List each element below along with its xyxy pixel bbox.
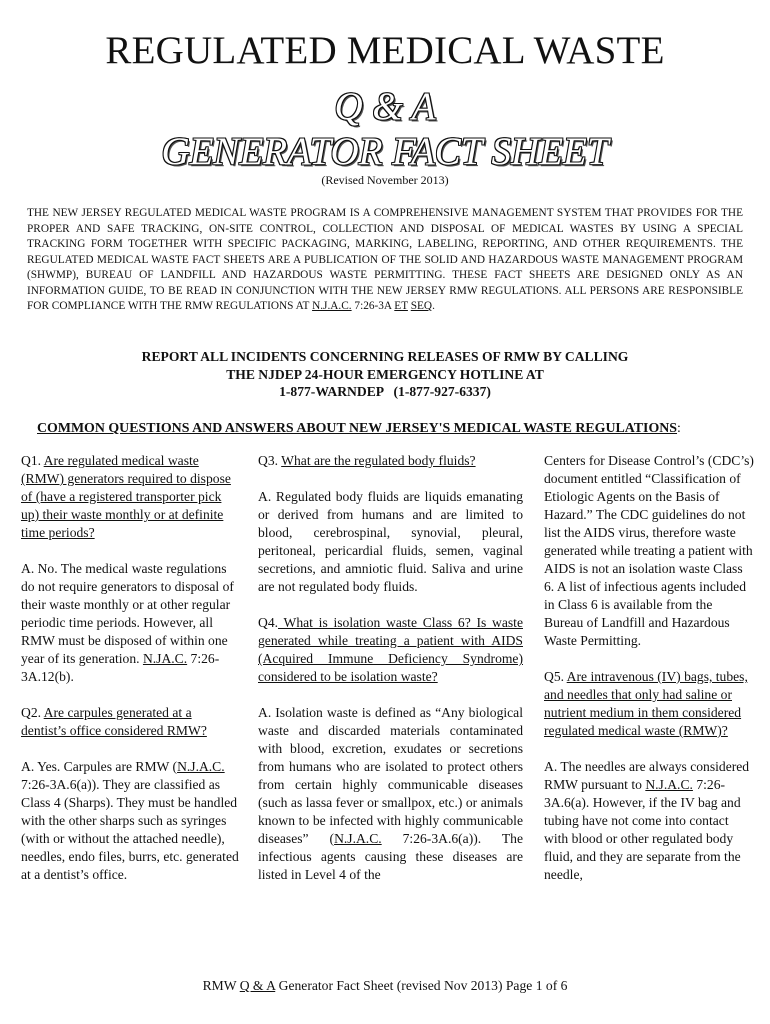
page-footer xyxy=(0,978,770,994)
question-3-text: What are the regulated body fluids? xyxy=(281,453,476,468)
revision-date: (Revised November 2013) xyxy=(321,173,449,187)
answer-1 xyxy=(21,560,239,686)
intro-citation: N.J.A.C. xyxy=(312,300,352,312)
answer-4-text: 7:26-3A.6(a)). The infectious agents causing these diseases are listed in Level 4 of the xyxy=(258,831,523,882)
answer-5-pre: A. The needles are always considered RMW pursuant to xyxy=(544,759,750,792)
answer-2-citation: N.J.A.C. xyxy=(177,759,225,774)
column-3 xyxy=(544,452,754,884)
question-4-text: What is isolation waste Class 6? Is waste generated while treating a patient with AIDS (Acquired Immune Deficiency Syndrome) considered to be isolation waste? xyxy=(258,615,523,684)
answer-4-pre: A. Isolation waste is defined as “Any biological waste and discarded materials contaminated with blood, excretion, exudates or secretions from humans who are isolated to protect others from certain highly communicable diseases (such as lassa fever or smallpox, etc.) or animals known to be infected with highly communicable diseases” ( xyxy=(258,705,523,846)
answer-4-citation: N.J.A.C. xyxy=(334,831,382,846)
intro-paragraph xyxy=(27,206,743,315)
answer-4-continued: Centers for Disease Control’s (CDC’s) document entitled “Classification of Etiologic Agents on the Basis of Hazard.” The CDC guidelines do not list the AIDS virus, therefore waste generated while treating a patient with AIDS is not an isolation waste Class 6. A list of infectious agents included in Class 6 is available from the Bureau of Landfill and Hazardous Waste Permitting. xyxy=(544,453,754,648)
answer-1-citation-rest: 7:26-3A.12(b). xyxy=(21,651,220,684)
question-2 xyxy=(21,704,239,740)
answer-1-text: A. No. The medical waste regulations do not require generators to disposal of their waste monthly or at other regular periodic time periods. However, all RMW must be disposed of within one year of its generation. xyxy=(21,561,234,666)
question-4-number: Q4. xyxy=(258,615,279,630)
answer-5-citation: N.J.A.C. xyxy=(645,777,693,792)
document-subtitle-qa: Q & A xyxy=(334,85,436,128)
common-questions-heading-text: COMMON QUESTIONS AND ANSWERS ABOUT NEW JERSEY'S MEDICAL WASTE REGULATIONS xyxy=(37,421,678,436)
hotline-notice xyxy=(0,348,770,401)
column-1 xyxy=(21,452,239,884)
question-5-number: Q5. xyxy=(544,669,567,684)
question-2-number: Q2. xyxy=(21,705,44,720)
question-1-text: Are regulated medical waste (RMW) generators required to dispose of (have a registered transporter pick up) their waste monthly or at definite time periods? xyxy=(21,453,231,540)
hotline-phone: 1-877-WARNDEP (1-877-927-6337) xyxy=(279,384,491,399)
hotline-line-1: REPORT ALL INCIDENTS CONCERNING RELEASES OF RMW BY CALLING xyxy=(141,349,629,364)
intro-seq: SEQ xyxy=(410,300,433,312)
common-questions-colon: : xyxy=(677,421,681,436)
question-1 xyxy=(21,452,239,542)
answer-4 xyxy=(258,704,523,884)
intro-citation-number: 7:26-3A xyxy=(351,300,395,312)
document-subtitle-fact-sheet: GENERATOR FACT SHEET xyxy=(161,130,609,173)
question-2-text: Are carpules generated at a dentist’s office considered RMW? xyxy=(21,705,207,738)
answer-2-pre: A. Yes. Carpules are RMW ( xyxy=(21,759,178,774)
footer-pre: RMW xyxy=(202,978,240,993)
question-4 xyxy=(258,614,523,686)
question-1-number: Q1. xyxy=(21,453,44,468)
document-title: REGULATED MEDICAL WASTE xyxy=(105,29,665,72)
answer-5 xyxy=(544,758,754,884)
question-5 xyxy=(544,668,754,740)
intro-et: ET xyxy=(394,300,408,312)
question-3-number: Q3. xyxy=(258,453,282,468)
answer-5-text: 7:26-3A.6(a). However, if the IV bag and tubing have not come into contact with blood or other regulated body fluid, and they are separate from the needle, xyxy=(544,777,741,882)
answer-3: A. Regulated body fluids are liquids emanating or derived from humans and are limited to blood, cerebrospinal, synovial, pleural, peritoneal, pericardial fluids, semen, vaginal secretions, and amniotic fluid. Saliva and urine are not regulated body fluids. xyxy=(258,489,523,594)
question-3 xyxy=(258,452,523,470)
intro-text: THE NEW JERSEY REGULATED MEDICAL WASTE PROGRAM IS A COMPREHENSIVE MANAGEMENT SYSTEM THAT PROVIDES FOR THE PROPER AND SAFE TRACKING, ON-SITE CONTROL, COLLECTION AND DISPOSAL OF MEDICAL WASTES BY USING A SPECIAL TRACKING FORM TOGETHER WITH SPECIFIC PACKAGING, MARKING, LABELING, REPORTING, AND OTHER REQUIREMENTS. THE REGULATED MEDICAL WASTE FACT SHEETS ARE A PUBLICATION OF THE SOLID AND HAZARDOUS WASTE MANAGEMENT PROGRAM (SHWMP), BUREAU OF LANDFILL AND HAZARDOUS WASTE PERMITTING. THESE FACT SHEETS ARE DESIGNED ONLY AS AN INFORMATION GUIDE, TO BE READ IN CONJUNCTION WITH THE NEW JERSEY RMW REGULATIONS. ALL PERSONS ARE RESPONSIBLE FOR COMPLIANCE WITH THE RMW REGULATIONS AT xyxy=(27,207,743,312)
answer-2-text: 7:26-3A.6(a)). They are classified as Class 4 (Sharps). They must be handled with the other sharps such as syringes (with or without the attached needle), needles, endo files, burrs, etc. generated at a dentist’s office. xyxy=(21,777,239,882)
hotline-line-2: THE NJDEP 24-HOUR EMERGENCY HOTLINE AT xyxy=(226,366,544,382)
common-questions-heading xyxy=(37,420,757,437)
answer-1-citation: N.JA.C. xyxy=(142,651,188,666)
answer-2 xyxy=(21,758,239,884)
footer-qa: Q & A xyxy=(239,978,276,993)
intro-end: . xyxy=(432,300,435,312)
footer-text: Generator Fact Sheet (revised Nov 2013) Page 1 of 6 xyxy=(275,978,568,993)
question-5-text: Are intravenous (IV) bags, tubes, and needles that only had saline or nutrient medium in them considered regulated medical waste (RMW)? xyxy=(544,669,748,738)
column-2 xyxy=(258,452,523,884)
